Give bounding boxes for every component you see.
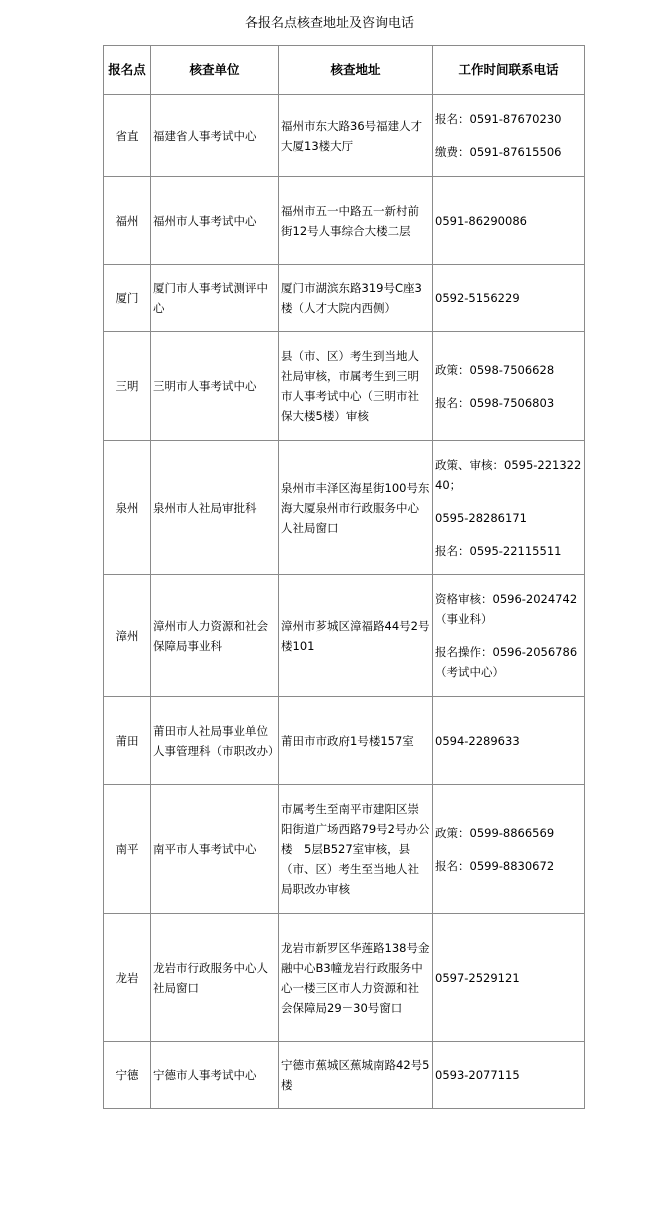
- phone-line: 报名：0598-7506803: [435, 395, 555, 410]
- cell-site: 省直: [104, 95, 150, 176]
- cell-address: 宁德市蕉城区蕉城南路42号5楼: [279, 1042, 432, 1108]
- cell-site: 宁德: [104, 1042, 150, 1108]
- phone-line: 报名操作：0596-2056786（考试中心）: [435, 645, 578, 679]
- phone-line: 0592-5156229: [435, 291, 520, 305]
- cell-address: 漳州市芗城区漳福路44号2号楼101: [279, 575, 432, 696]
- phone-line: 资格审核：0596-2024742（事业科）: [435, 592, 578, 626]
- cell-phone: [433, 575, 584, 696]
- cell-unit: 厦门市人事考试测评中心: [151, 265, 278, 331]
- header-phone: 工作时间联系电话: [433, 46, 584, 94]
- page-title: 各报名点核查地址及咨询电话: [244, 16, 414, 31]
- table-row: [104, 265, 584, 331]
- cell-phone: [433, 95, 584, 176]
- phone-line: 0591-86290086: [435, 213, 527, 228]
- cell-address: 市属考生至南平市建阳区崇阳街道广场西路79号2号办公楼 5层B527室审核，县（市、区）考生至当地人社局职改办审核: [279, 785, 432, 913]
- table-row: [104, 785, 584, 913]
- cell-unit: 福州市人事考试中心: [151, 177, 278, 264]
- cell-phone: [433, 1042, 584, 1108]
- table-row: [104, 441, 584, 574]
- phone-line: 0595-28286171: [435, 510, 527, 525]
- phone-line: 报名：0599-8830672: [435, 858, 555, 873]
- cell-address: 县（市、区）考生到当地人社局审核，市属考生到三明市人事考试中心（三明市社保大楼5楼）审核: [279, 332, 432, 440]
- cell-unit: 泉州市人社局审批科: [151, 441, 278, 574]
- cell-unit: 宁德市人事考试中心: [151, 1042, 278, 1108]
- cell-site: 龙岩: [104, 914, 150, 1041]
- phone-line: 报名：0595-22115511: [435, 543, 562, 558]
- cell-address: 莆田市市政府1号楼157室: [279, 697, 432, 784]
- cell-site: 莆田: [104, 697, 150, 784]
- phone-line: 0593-2077115: [435, 1068, 520, 1082]
- phone-line: 0597-2529121: [435, 970, 520, 985]
- cell-address: 福州市五一中路五一新村前街12号人事综合大楼二层: [279, 177, 432, 264]
- cell-unit: 三明市人事考试中心: [151, 332, 278, 440]
- cell-unit: 龙岩市行政服务中心人社局窗口: [151, 914, 278, 1041]
- header-site: 报名点: [104, 46, 150, 94]
- contact-table: [103, 45, 585, 1109]
- table-row: [104, 575, 584, 696]
- cell-phone: [433, 441, 584, 574]
- header-address: 核查地址: [279, 46, 432, 94]
- cell-site: 泉州: [104, 441, 150, 574]
- phone-line: 0594-2289633: [435, 733, 520, 748]
- table-row: [104, 697, 584, 784]
- cell-site: 厦门: [104, 265, 150, 331]
- table-row: [104, 177, 584, 264]
- phone-line: 报名：0591-87670230: [435, 112, 562, 126]
- cell-unit: 莆田市人社局事业单位人事管理科（市职改办）: [151, 697, 278, 784]
- cell-unit: 南平市人事考试中心: [151, 785, 278, 913]
- cell-address: 福州市东大路36号福建人才大厦13楼大厅: [279, 95, 432, 176]
- cell-phone: [433, 697, 584, 784]
- cell-phone: [433, 177, 584, 264]
- cell-phone: [433, 914, 584, 1041]
- cell-site: 福州: [104, 177, 150, 264]
- cell-unit: 漳州市人力资源和社会保障局事业科: [151, 575, 278, 696]
- table-row: [104, 95, 584, 176]
- phone-line: 缴费：0591-87615506: [435, 145, 562, 159]
- cell-address: 厦门市湖滨东路319号C座3楼（人才大院内西侧）: [279, 265, 432, 331]
- cell-phone: [433, 265, 584, 331]
- cell-unit: 福建省人事考试中心: [151, 95, 278, 176]
- cell-site: 三明: [104, 332, 150, 440]
- header-unit: 核查单位: [151, 46, 278, 94]
- phone-line: 政策：0598-7506628: [435, 362, 555, 377]
- cell-phone: [433, 332, 584, 440]
- table-row: [104, 332, 584, 440]
- cell-site: 南平: [104, 785, 150, 913]
- cell-site: 漳州: [104, 575, 150, 696]
- cell-address: 泉州市丰泽区海星街100号东海大厦泉州市行政服务中心人社局窗口: [279, 441, 432, 574]
- cell-address: 龙岩市新罗区华莲路138号金融中心B3幢龙岩行政服务中心一楼三区市人力资源和社会保障局29－30号窗口: [279, 914, 432, 1041]
- phone-line: 政策：0599-8866569: [435, 825, 555, 840]
- table-row: [104, 1042, 584, 1108]
- phone-line: 政策、审核：0595-22132240；: [435, 457, 582, 492]
- cell-phone: [433, 785, 584, 913]
- table-row: [104, 914, 584, 1041]
- header-row: [104, 46, 584, 94]
